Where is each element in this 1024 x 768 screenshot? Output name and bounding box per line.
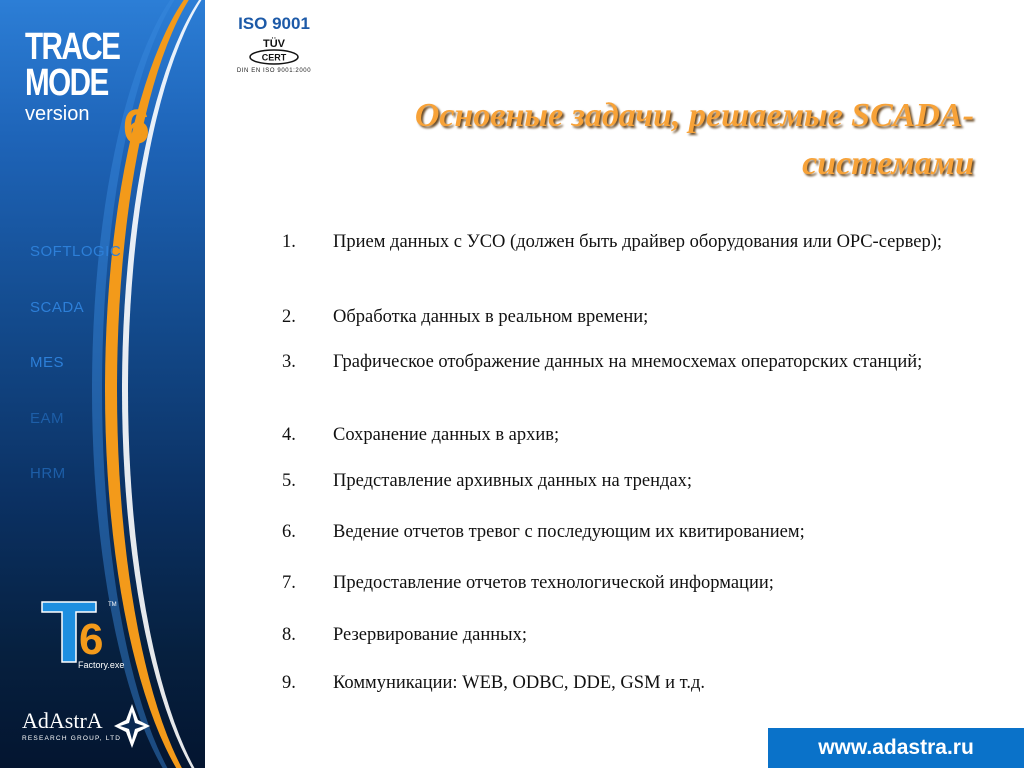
list-item-text: Ведение отчетов тревог с последующим их квитированием; — [333, 522, 805, 542]
logo-number: 6 — [123, 101, 150, 154]
list-item-number: 4. — [282, 425, 296, 445]
sidebar-item-eam[interactable]: EAM — [30, 409, 65, 427]
trace-mode-logo — [25, 26, 150, 154]
company-subtitle: RESEARCH GROUP, LTD — [22, 735, 122, 742]
sidebar-item-hrm[interactable]: HRM — [30, 465, 66, 482]
list-item-number: 5. — [282, 471, 296, 491]
t6-subtitle: Factory.exe — [78, 660, 125, 670]
sidebar-item-scada[interactable]: SCADA — [30, 298, 85, 316]
company-name: AdAstrA — [22, 708, 103, 733]
sidebar-nav — [30, 243, 121, 521]
svg-text:TÜV: TÜV — [263, 38, 285, 50]
svg-text:CERT: CERT — [261, 52, 287, 63]
logo-line2: MODE — [25, 62, 108, 104]
list-item-number: 9. — [282, 673, 296, 693]
logo-version: version — [25, 103, 90, 125]
list-item-number: 6. — [282, 522, 296, 542]
list-item-text: Резервирование данных; — [333, 625, 527, 645]
title-line2: системами — [802, 145, 974, 182]
list-item-text: Предоставление отчетов технологической информации; — [333, 573, 774, 593]
list-item-text: Прием данных с УСО (должен быть драйвер оборудования или OPC-сервер); — [333, 232, 943, 252]
title-line1: Основные задачи, решаемые SCADA- — [414, 97, 974, 134]
tuv-cert-icon — [246, 36, 302, 66]
list-item-number: 7. — [282, 573, 296, 593]
page-title — [274, 92, 974, 188]
website-link[interactable]: www.adastra.ru — [768, 728, 1024, 768]
sidebar-item-mes[interactable]: MES — [30, 354, 65, 371]
logo-line1: TRACE — [25, 26, 120, 68]
t6-factory-logo-icon — [38, 596, 128, 670]
iso-standard: DIN EN ISO 9001:2000 — [236, 68, 312, 74]
svg-text:TM: TM — [108, 602, 117, 608]
iso-certificate-badge — [228, 14, 320, 74]
list-item-text: Графическое отображение данных на мнемосхемах операторских станций; — [333, 352, 923, 372]
list-item-number: 1. — [282, 232, 296, 252]
star-compass-icon — [112, 702, 152, 750]
list-item-number: 8. — [282, 625, 296, 645]
list-item-number: 3. — [282, 352, 296, 372]
list-item-text: Представление архивных данных на трендах; — [333, 471, 692, 491]
iso-title: ISO 9001 — [238, 14, 310, 33]
svg-text:6: 6 — [79, 615, 104, 664]
adastra-logo — [22, 708, 121, 742]
sidebar-item-softlogic[interactable]: SOFTLOGIC — [30, 243, 122, 260]
sidebar — [0, 0, 205, 768]
list-item-text: Коммуникации: WEB, ODBC, DDE, GSM и т.д. — [333, 673, 706, 693]
list-item-text: Сохранение данных в архив; — [333, 425, 560, 445]
list-item-text: Обработка данных в реальном времени; — [333, 307, 649, 327]
list-item-number: 2. — [282, 307, 296, 327]
